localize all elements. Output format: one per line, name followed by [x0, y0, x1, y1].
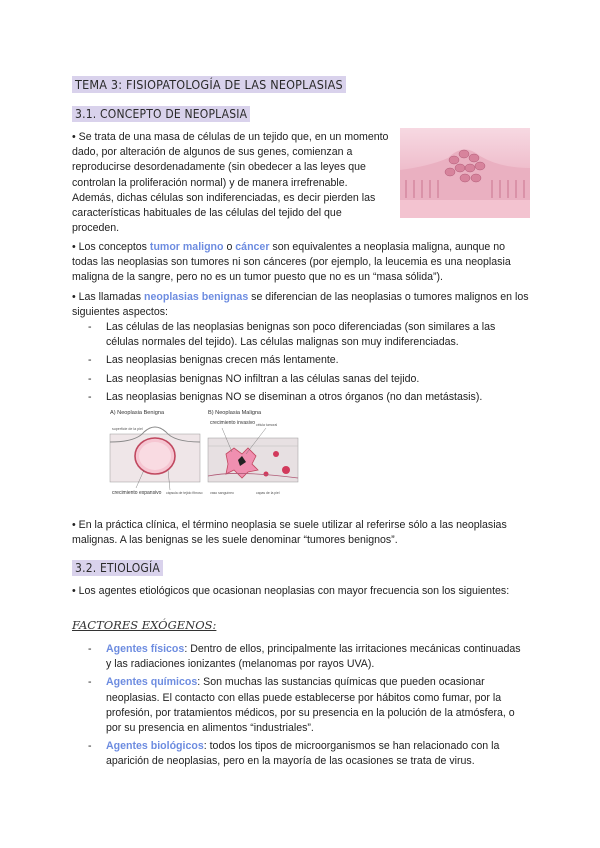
list-item: - Agentes biológicos: todos los tipos de microorganismos se han relacionado con la aparición de neoplasias, pero en la mayoría de las ocasiones se trata de virus. [88, 739, 528, 769]
term-agentes-quimicos: Agentes químicos [106, 676, 198, 689]
list-item: - Las neoplasias benignas NO se diseminan a otros órganos (no dan metástasis). [88, 390, 528, 405]
label-crecimiento-invasivo: crecimiento invasivo [210, 420, 256, 426]
section-heading-concepto: 3.1. CONCEPTO DE NEOPLASIA [72, 106, 250, 122]
subheading-factores-exogenos: FACTORES EXÓGENOS: [72, 618, 217, 632]
page-title: TEMA 3: FISIOPATOLOGÍA DE LAS NEOPLASIAS [72, 76, 346, 93]
panel-b-title: B) Neoplasia Maligna [208, 410, 262, 416]
section-heading-etiologia: 3.2. ETIOLOGÍA [72, 560, 163, 576]
label-celula-tumoral: célula tumoral [256, 423, 278, 427]
paragraph-benign: • Las llamadas neoplasias benignas se diferencian de las neoplasias o tumores malignos en los siguientes aspectos: [72, 291, 529, 319]
term-neoplasias-benignas: neoplasias benignas [144, 291, 249, 303]
list-item: - Agentes físicos: Dentro de ellos, principalmente las irritaciones mecánicas continuadas y las radiaciones ionizantes (melanomas por rayos UVA). [88, 642, 528, 672]
term-tumor-maligno: tumor maligno [149, 241, 224, 253]
paragraph-clinical: • En la práctica clínica, el término neoplasia se suele utilizar al referirse sólo a las neoplasias malignas. A las benignas se les suele denominar “tumores benignos”. [72, 519, 507, 547]
list-item: - Agentes químicos: Son muchas las sustancias químicas que pueden ocasionar neoplasias. El contacto con ellas puede establecerse por hábitos como fumar, por la profesión, por tratamientos médicos, por su presencia en la polución de la atmósfera, o por su presencia en alimentos “industriales”. [88, 675, 528, 736]
paragraph-concepts: • Los conceptos tumor maligno o cáncer son equivalentes a neoplasia maligna, aunque no todas las neoplasias son tumores ni son cánceres (por ejemplo, la leucemia es una neoplasia maligna de la sangre, pero no es un tumor puesto que no es un “masa sólida”). [72, 241, 511, 284]
label-vaso-sanguineo: vaso sanguíneo [210, 491, 234, 495]
label-capsula: cápsula de tejido fibroso [166, 491, 203, 495]
label-superficie: superficie de la piel [112, 427, 143, 431]
paragraph-definition: • Se trata de una masa de células de un tejido que, en un momento dado, por alteración de algunos de sus genes, comienzan a reproducirse desordenadamente (sin obedecer a las leyes que controlan la proliferación normal) y de manera irrefrenable. Además, dichas células son indiferenciadas, es decir pierden las características habituales de las células del tejido del que proceden. [72, 131, 389, 235]
list-item: - Las células de las neoplasias benignas son poco diferenciadas (son similares a las células normales del tejido). Las células malignas son muy indiferenciadas. [88, 320, 528, 350]
benign-malignant-diagram [106, 404, 302, 512]
list-item: - Las neoplasias benignas NO infiltran a las células sanas del tejido. [88, 372, 528, 387]
label-capas-piel: capas de la piel [256, 491, 280, 495]
term-agentes-fisicos: Agentes físicos [106, 643, 185, 655]
term-cancer: cáncer [235, 241, 270, 253]
panel-a-title: A) Neoplasia Benigna [110, 410, 165, 416]
paragraph-etiology: • Los agentes etiológicos que ocasionan neoplasias con mayor frecuencia son los siguientes: [72, 585, 510, 597]
tumor-tissue-illustration [400, 128, 530, 218]
term-agentes-biologicos: Agentes biológicos [106, 740, 204, 753]
list-item: - Las neoplasias benignas crecen más lentamente. [88, 353, 528, 368]
benign-differences-list [88, 320, 528, 408]
label-crecimiento-expansivo: crecimiento expansivo [112, 490, 162, 496]
exogenous-agents-list [88, 642, 528, 773]
